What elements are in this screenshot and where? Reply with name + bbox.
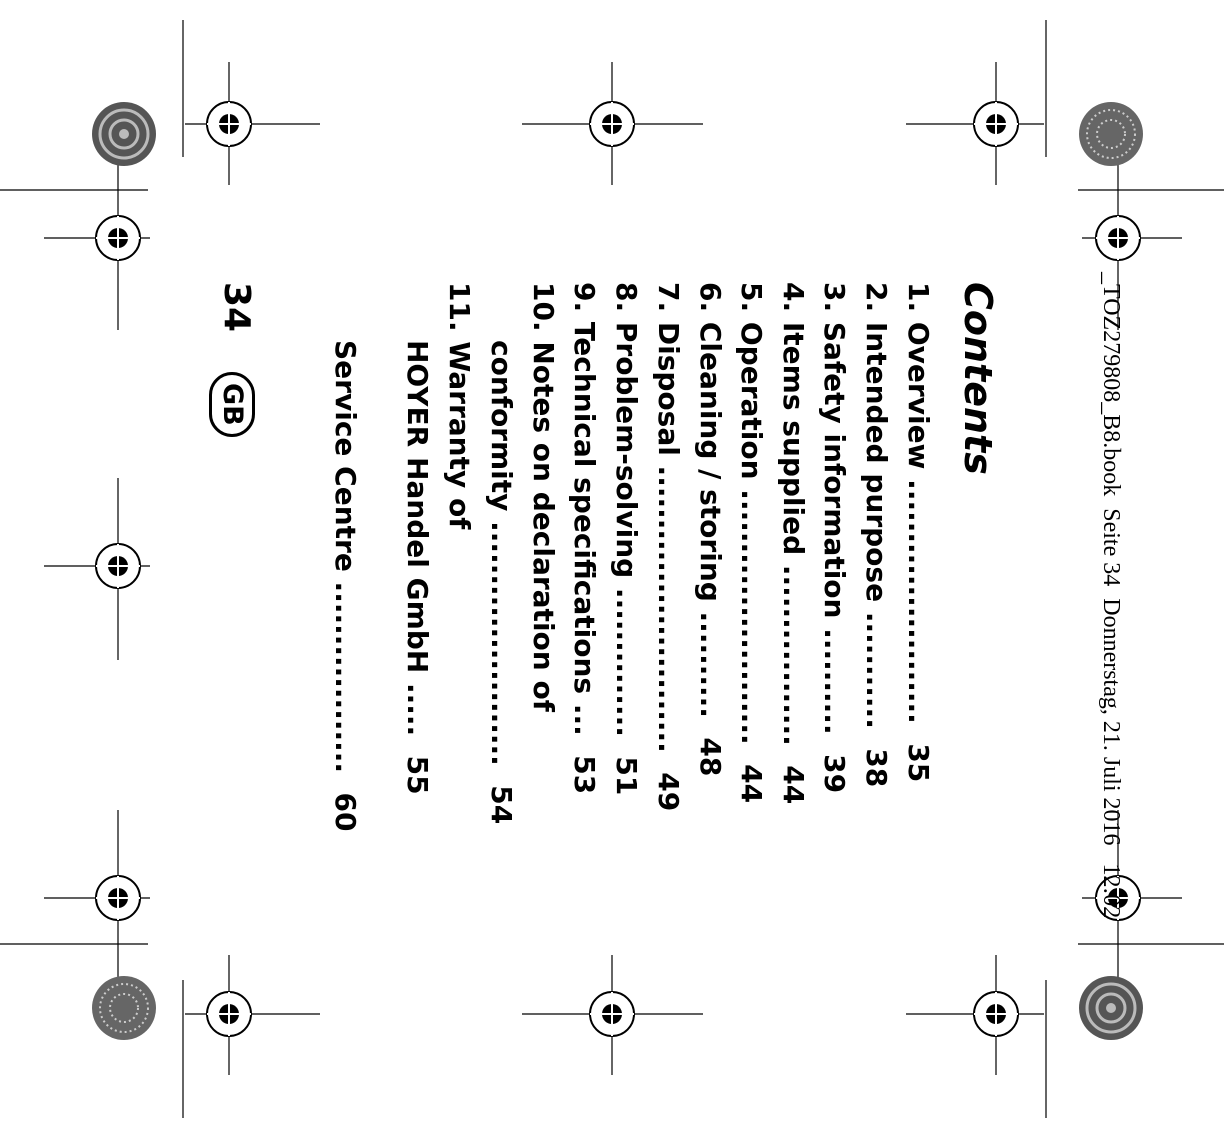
- language-badge-wrap: [209, 372, 255, 437]
- toc-label: 9. Technical specifications ...: [568, 282, 601, 736]
- toc-page: 44: [735, 764, 768, 804]
- toc-label: 10. Notes on declaration of: [527, 282, 560, 712]
- toc-page: 38: [860, 748, 893, 788]
- toc-entry: [902, 282, 935, 793]
- toc-entry: [527, 282, 560, 712]
- header-file: _TOZ279808_B8.book: [1098, 272, 1124, 497]
- toc-label: 7. Disposal ...........................: [652, 282, 685, 753]
- toc-entry: [860, 282, 893, 798]
- toc-label: 1. Overview .......................: [902, 282, 935, 724]
- toc-label: 11. Warranty of: [443, 282, 476, 530]
- toc-label: Service Centre ..................: [329, 340, 362, 774]
- toc-entry: [735, 282, 768, 814]
- toc-page: 53: [568, 755, 601, 795]
- toc-label: conformity .......................: [485, 340, 518, 766]
- toc-entry: [694, 282, 727, 787]
- toc-page: 39: [818, 754, 851, 794]
- header-seite: Seite 34: [1098, 508, 1124, 587]
- toc-label: 8. Problem-solving ..............: [610, 282, 643, 737]
- registration-star-icon: [1079, 102, 1143, 166]
- registration-star-icon: [92, 102, 156, 166]
- toc-label: 6. Cleaning / storing ..........: [694, 282, 727, 718]
- header-date: Donnerstag, 21. Juli 2016: [1098, 598, 1124, 846]
- toc-label: HOYER Handel GmbH .....: [401, 340, 434, 737]
- toc-label: 5. Operation ........................: [735, 282, 768, 745]
- toc-page: 55: [401, 755, 434, 795]
- toc-page: 54: [485, 785, 518, 825]
- toc-entry: [329, 340, 362, 843]
- toc-entry: [401, 340, 434, 806]
- language-badge: GB: [209, 372, 255, 437]
- toc-entry: [568, 282, 601, 805]
- toc-label: 2. Intended purpose ...........: [860, 282, 893, 729]
- registration-star-icon: [92, 976, 156, 1040]
- toc-entry: [777, 282, 810, 815]
- toc-page: 44: [777, 765, 810, 805]
- toc-page: 51: [610, 756, 643, 796]
- toc-entry: [610, 282, 643, 806]
- toc-entry: [652, 282, 685, 822]
- header-time: 12:02: [1098, 863, 1124, 919]
- toc-entry: [818, 282, 851, 804]
- page-title: Contents: [956, 282, 1000, 475]
- toc-entry: [443, 282, 476, 529]
- page-number: 34: [216, 282, 257, 333]
- toc-label: 4. Items supplied .................: [777, 282, 810, 746]
- toc-entry: [485, 340, 518, 835]
- toc-page: 60: [329, 792, 362, 832]
- registration-star-icon: [1079, 976, 1143, 1040]
- toc-page: 48: [694, 737, 727, 777]
- print-header: [1097, 272, 1124, 918]
- toc-label: 3. Safety information ..........: [818, 282, 851, 735]
- toc-page: 35: [902, 743, 935, 783]
- toc-page: 49: [652, 772, 685, 812]
